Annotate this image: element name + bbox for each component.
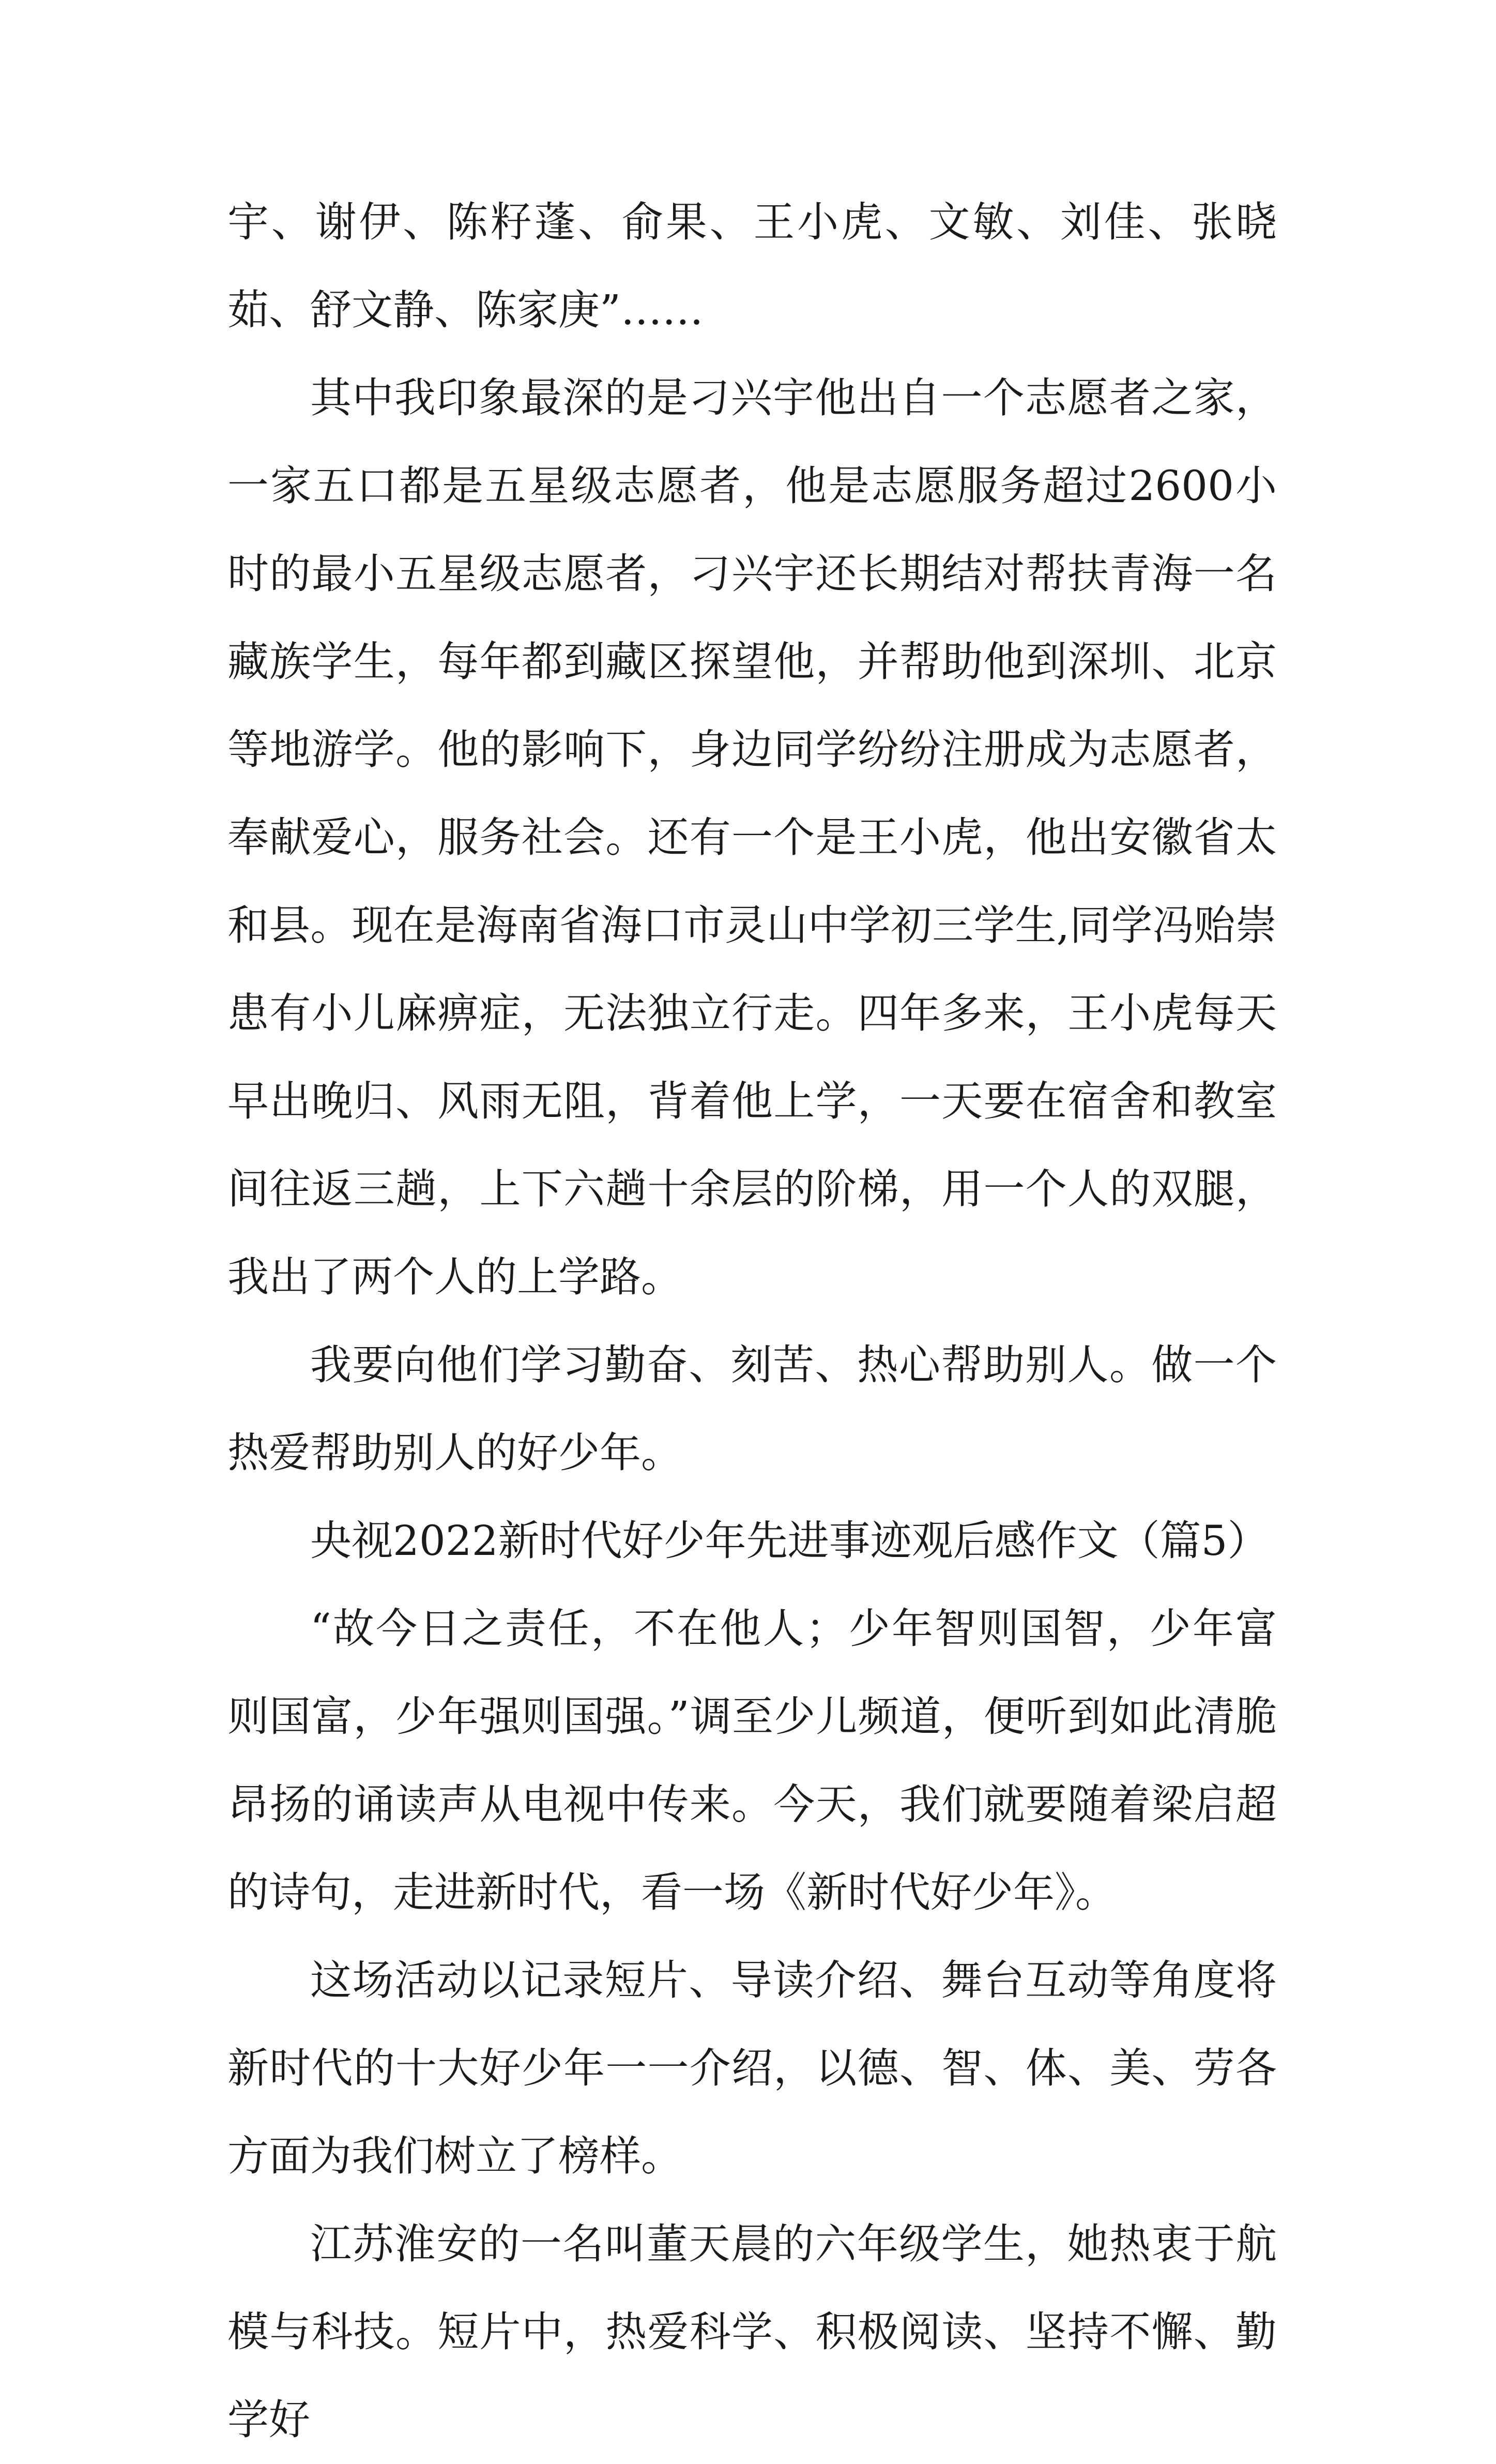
paragraph-diao-xingyu-wang-xiaohu: 其中我印象最深的是刁兴宇他出自一个志愿者之家，一家五口都是五星级志愿者，他是志愿服务超过2600小时的最小五星级志愿者，刁兴宇还长期结对帮扶青海一名藏族学生，每年都到藏区探望他，并帮助他到深圳、北京等地游学。他的影响下，身边同学纷纷注册成为志愿者，奉献爱心，服务社会。还有一个是王小虎，他出安徽省太和县。现在是海南省海口市灵山中学初三学生,同学冯贻崇患有小儿麻痹症，无法独立行走。四年多来，王小虎每天早出晚归、风雨无阻，背着他上学，一天要在宿舍和教室间往返三趟，上下六趟十余层的阶梯，用一个人的双腿，我出了两个人的上学路。 (227, 374, 1277, 1301)
paragraph-learn-from-them: 我要向他们学习勤奋、刻苦、热心帮助别人。做一个热爱帮助别人的好少年。 (227, 1341, 1277, 1477)
paragraph-dong-tianchen: 江苏淮安的一名叫董天晨的六年级学生，她热衷于航模与科技。短片中，热爱科学、积极阅读、坚持不懈、勤学好 (227, 2220, 1277, 2444)
document-body (227, 178, 1277, 2464)
paragraph-liang-qichao-quote: “故今日之责任，不在他人；少年智则国智，少年富则国富，少年强则国强。”调至少儿频道，便听到如此清脆昂扬的诵读声从电视中传来。今天，我们就要随着梁启超的诗句，走进新时代，看一场《新时代好少年》。 (227, 1605, 1277, 1916)
paragraph-continued-name-list: 宇、谢伊、陈籽蓬、俞果、王小虎、文敏、刘佳、张晓茹、舒文静、陈家庚”…… (227, 198, 1277, 334)
paragraph-event-introduction: 这场活动以记录短片、导读介绍、舞台互动等角度将新时代的十大好少年一一介绍，以德、智、体、美、劳各方面为我们树立了榜样。 (227, 1956, 1277, 2180)
section-heading-part-5: 央视2022新时代好少年先进事迹观后感作文（篇5） (310, 1517, 1269, 1565)
